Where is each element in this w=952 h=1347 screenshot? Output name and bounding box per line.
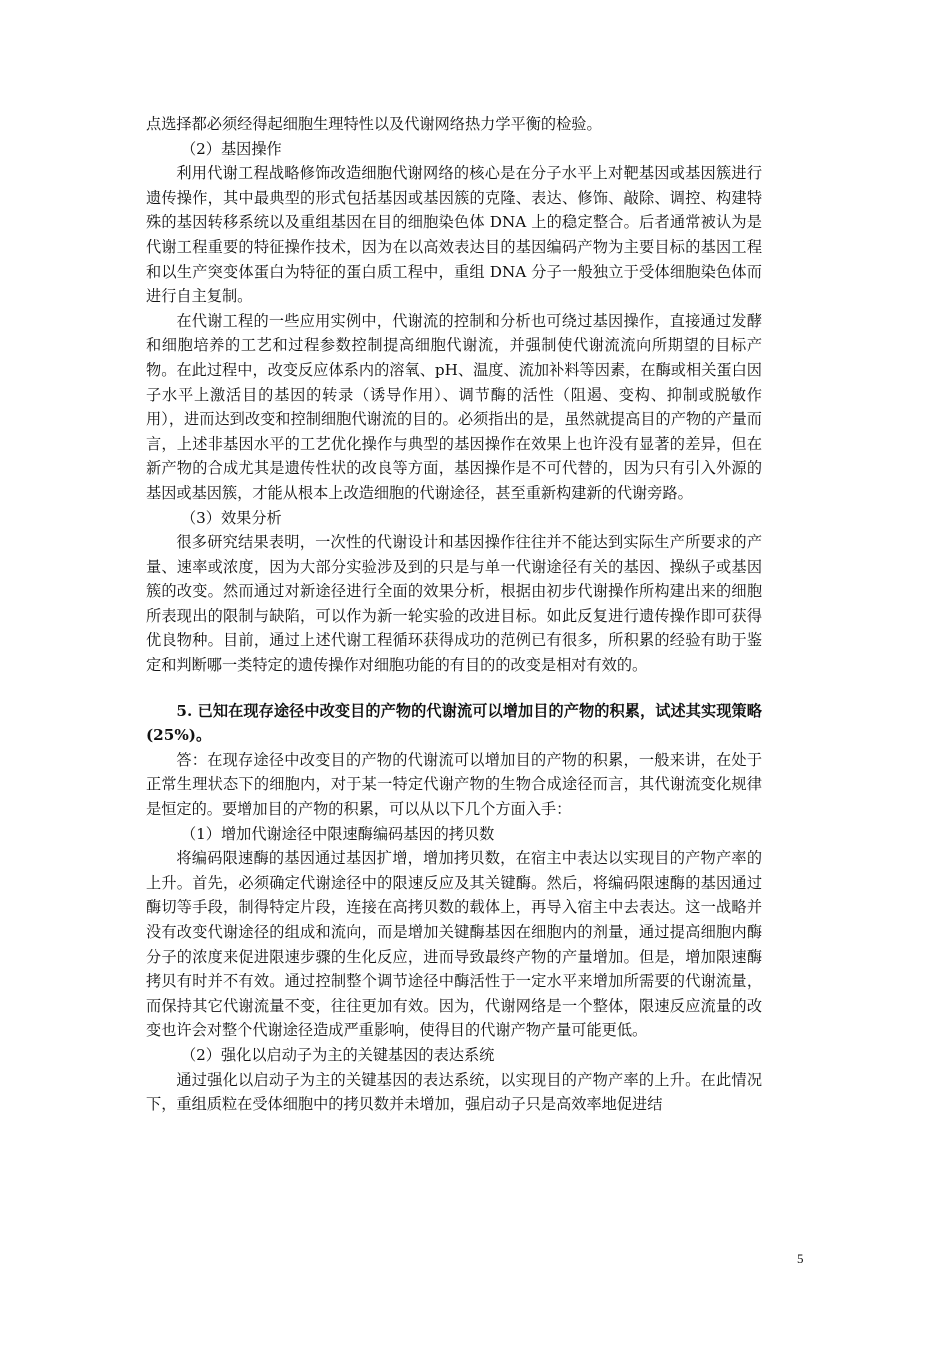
subheading-effect-analysis: （3）效果分析 — [180, 508, 282, 527]
paragraph-gene-operation: 利用代谢工程战略修饰改造细胞代谢网络的核心是在分子水平上对靶基因或基因簇进行遗传操作，其中最典型的形式包括基因或基因簇的克隆、表达、修饰、敲除、调控、构建特殊的基因转移系统以及重组基因在目的细胞染色体 DNA 上的稳定整合。后者通常被认为是代谢工程重要的特征操作技术，因为在以高效表达目的基因编码产物为主要目标的基因工程和以生产突变体蛋白为特征的蛋白质工程中，重组 DNA 分子一般独立于受体细胞染色体而进行自主复制。 — [146, 164, 762, 306]
page-number: 5 — [797, 1251, 804, 1266]
document-page — [146, 112, 762, 1117]
answer-intro: 答：在现存途径中改变目的产物的代谢流可以增加目的产物的积累，一般来讲，在处于正常生理状态下的细胞内，对于某一特定代谢产物的生物合成途径而言，其代谢流变化规律是恒定的。要增加目的产物的积累，可以从以下几个方面入手： — [146, 750, 762, 819]
subheading-gene-operation: （2）基因操作 — [180, 139, 282, 158]
paragraph-flux-control: 在代谢工程的一些应用实例中，代谢流的控制和分析也可绕过基因操作，直接通过发酵和细胞培养的工艺和过程参数控制提高细胞代谢流，并强制使代谢流流向所期望的目标产物。在此过程中，改变反应体系内的溶氧、pH、温度、流加补料等因素，在酶或相关蛋白因子水平上激活目的基因的转录（诱导作用）、调节酶的活性（阻遏、变构、抑制或脱敏作用），进而达到改变和控制细胞代谢流的目的。必须指出的是，虽然就提高目的产物的产量而言，上述非基因水平的工艺优化操作与典型的基因操作在效果上也许没有显著的差异，但在新产物的合成尤其是遗传性状的改良等方面，基因操作是不可代替的，因为只有引入外源的基因或基因簇，才能从根本上改造细胞的代谢途径，甚至重新构建新的代谢旁路。 — [146, 311, 762, 502]
paragraph-promoter: 通过强化以启动子为主的关键基因的表达系统，以实现目的产物产率的上升。在此情况下，重组质粒在受体细胞中的拷贝数并未增加，强启动子只是高效率地促进结 — [146, 1070, 762, 1114]
paragraph-effect-analysis: 很多研究结果表明，一次性的代谢设计和基因操作往往并不能达到实际生产所要求的产量、速率或浓度，因为大部分实验涉及到的只是与单一代谢途径有关的基因、操纵子或基因簇的改变。然而通过对新途径进行全面的效果分析，根据由初步代谢操作所构建出来的细胞所表现出的限制与缺陷，可以作为新一轮实验的改进目标。如此反复进行遗传操作即可获得优良物种。目前，通过上述代谢工程循环获得成功的范例已有很多，所积累的经验有助于鉴定和判断哪一类特定的遗传操作对细胞功能的有目的的改变是相对有效的。 — [146, 533, 762, 675]
subheading-copy-number: （1）增加代谢途径中限速酶编码基因的拷贝数 — [180, 824, 495, 843]
question-heading: 5. 已知在现存途径中改变目的产物的代谢流可以增加目的产物的积累，试述其实现策略(25%)。 — [146, 701, 762, 745]
spacer — [146, 678, 762, 699]
paragraph-continuation: 点选择都必须经得起细胞生理特性以及代谢网络热力学平衡的检验。 — [146, 115, 602, 133]
subheading-promoter: （2）强化以启动子为主的关键基因的表达系统 — [180, 1045, 495, 1064]
paragraph-copy-number: 将编码限速酶的基因通过基因扩增，增加拷贝数，在宿主中表达以实现目的产物产率的上升。首先，必须确定代谢途径中的限速反应及其关键酶。然后，将编码限速酶的基因通过酶切等手段，制得特定片段，连接在高拷贝数的载体上，再导入宿主中去表达。这一战略并没有改变代谢途径的组成和流向，而是增加关键酶基因在细胞内的剂量，通过提高细胞内酶分子的浓度来促进限速步骤的生化反应，进而导致最终产物的产量增加。但是，增加限速酶拷贝有时并不有效。通过控制整个调节途径中酶活性于一定水平来增加所需要的代谢流量，而保持其它代谢流量不变，往往更加有效。因为，代谢网络是一个整体，限速反应流量的改变也许会对整个代谢途径造成严重影响，使得目的代谢产物产量可能更低。 — [146, 849, 762, 1040]
